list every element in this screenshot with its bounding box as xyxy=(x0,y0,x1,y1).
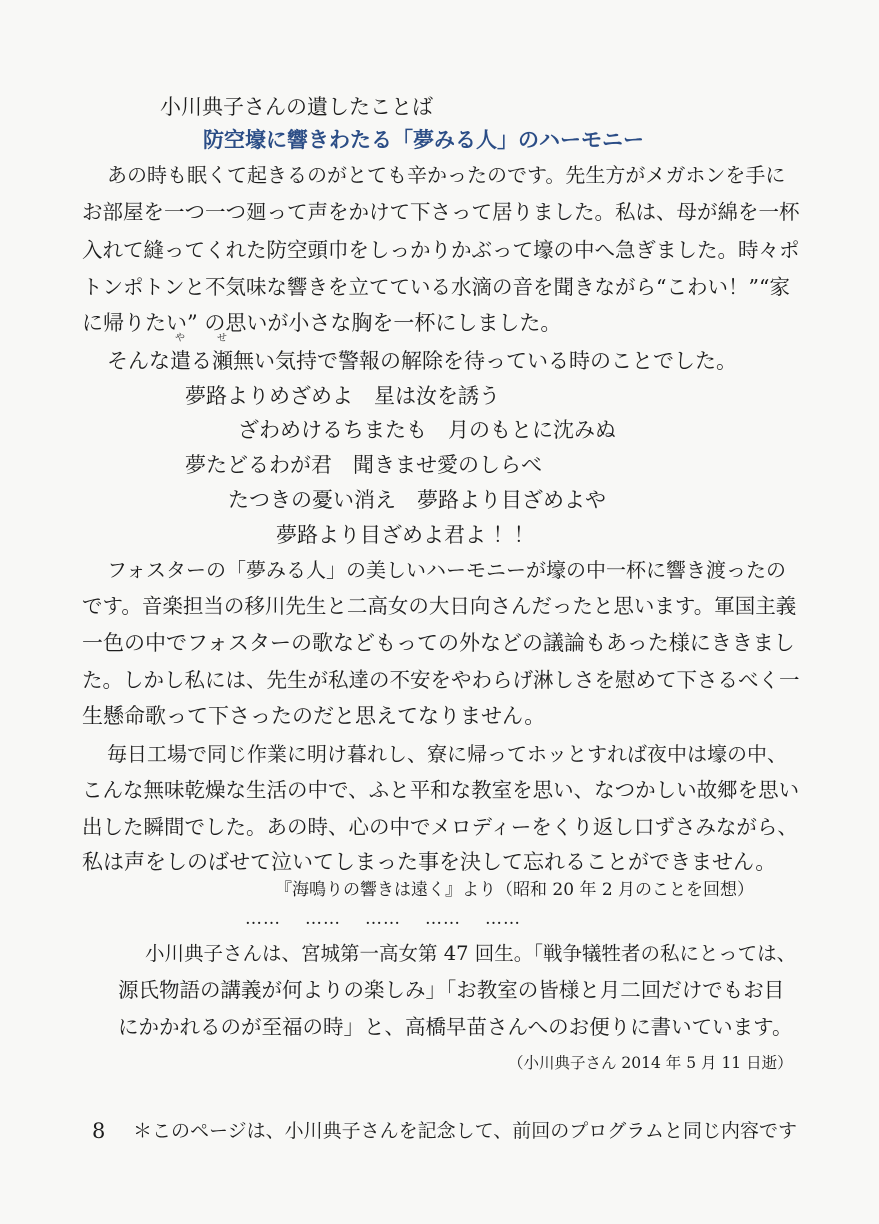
note-line-3: にかかれるのが至福の時」と、高橋早苗さんへのお便りに書いています。 xyxy=(118,1015,793,1039)
ruby-word-ya xyxy=(170,333,191,375)
ellipsis-row xyxy=(245,905,545,933)
paragraph-3-line-2: です。音楽担当の移川先生と二高女の大日向さんだったと思います。軍国主義 xyxy=(82,594,797,618)
memorial-date: （小川典子さん 2014 年 5 月 11 日逝） xyxy=(508,1054,793,1072)
lyric-line-4: たつきの憂い消え 夢路より目ざめよや xyxy=(228,488,606,512)
note-line-2: 源氏物語の講義が何よりの楽しみ」「お教室の皆様と月二回だけでもお目 xyxy=(118,978,785,1002)
paragraph-3-line-5: 生懸命歌って下さったのだと思えてなりません。 xyxy=(82,704,546,728)
ruby-reading-ya: や xyxy=(175,333,185,344)
lyric-line-3: 夢たどるわが君 聞きませ愛のしらべ xyxy=(185,453,542,477)
paragraph-1-line-4: トンポトンと不気味な響きを立てている水滴の音を聞きながら“こわい！”“家 xyxy=(82,275,790,299)
paragraph-1-line-1: あの時も眠くて起きるのがとても辛かったのです。先生方がメガホンを手に xyxy=(107,163,786,187)
page-title: 防空壕に響きわたる「夢みる人」のハーモニー xyxy=(203,127,644,152)
ruby-base-ya: 遣 xyxy=(170,349,191,373)
paragraph-2-mid: る xyxy=(191,349,212,373)
paragraph-2-rest: 無い気持で警報の解除を待っている時のことでした。 xyxy=(233,349,737,373)
ruby-base-se: 瀬 xyxy=(212,349,233,373)
page-caption: 小川典子さんの遺したことば xyxy=(160,95,433,119)
lyric-line-2: ざわめけるちまたも 月のもとに沈みぬ xyxy=(238,418,616,442)
paragraph-1-line-5: に帰りたい” の思いが小さな胸を一杯にしました。 xyxy=(82,311,562,335)
ellipsis-5: …… xyxy=(485,909,521,929)
ellipsis-3: …… xyxy=(365,909,401,929)
lyric-line-5: 夢路より目ざめよ君よ ！！ xyxy=(276,523,535,547)
ruby-word-se xyxy=(212,333,233,375)
ruby-reading-se: せ xyxy=(217,333,227,344)
lyric-line-1: 夢路よりめざめよ 星は汝を誘う xyxy=(185,384,500,408)
source-citation: 『海鳴りの響きは遠く』より（昭和 20 年 2 月のことを回想） xyxy=(275,880,755,900)
paragraph-3-line-4: た。しかし私には、先生が私達の不安をやわらげ淋しさを慰めて下さるべく一 xyxy=(82,668,800,692)
paragraph-1-line-2: お部屋を一つ一つ廻って声をかけて下さって居りました。私は、母が綿を一杯 xyxy=(82,200,800,224)
ellipsis-1: …… xyxy=(245,909,281,929)
paragraph-4-line-3: 出した瞬間でした。あの時、心の中でメロディーをくり返し口ずさみながら、 xyxy=(82,815,798,839)
paragraph-3-line-1: フォスターの「夢みる人」の美しいハーモニーが壕の中一杯に響き渡ったの xyxy=(107,558,786,582)
paragraph-3-line-3: 一色の中でフォスターの歌などもっての外などの議論もあった様にききまし xyxy=(82,631,795,655)
ellipsis-2: …… xyxy=(305,909,341,929)
paragraph-2 xyxy=(107,333,737,375)
footer-note: ＊このページは、小川典子さんを記念して、前回のプログラムと同じ内容です xyxy=(133,1120,798,1142)
page-number: 8 xyxy=(92,1119,106,1143)
paragraph-4-line-4: 私は声をしのばせて泣いてしまった事を決して忘れることができません。 xyxy=(82,850,777,874)
note-line-1: 小川典子さんは、宮城第一高女第 47 回生。「戦争犠牲者の私にとっては、 xyxy=(145,942,797,965)
paragraph-4-line-1: 毎日工場で同じ作業に明け暮れし、寮に帰ってホッとすれば夜中は壕の中、 xyxy=(107,742,787,766)
ellipsis-4: …… xyxy=(425,909,461,929)
paragraph-4-line-2: こんな無味乾燥な生活の中で、ふと平和な教室を思い、なつかしい故郷を思い xyxy=(82,778,800,802)
paragraph-2-lead: そんな xyxy=(107,349,170,373)
paragraph-1-line-3: 入れて縫ってくれた防空頭巾をしっかりかぶって壕の中へ急ぎました。時々ポ xyxy=(82,238,800,262)
